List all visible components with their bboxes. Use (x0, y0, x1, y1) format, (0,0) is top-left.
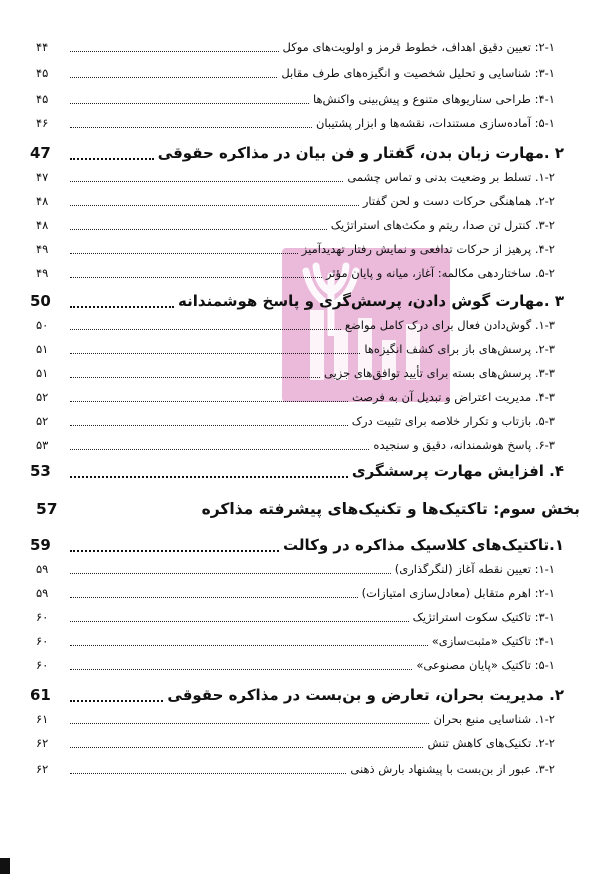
toc-page-number: 53 (30, 462, 51, 480)
toc-entry-title: ۲-۱: تعیین دقیق اهداف، خطوط قرمز و اولویت‌های موکل (282, 40, 555, 54)
toc-entry-row (36, 218, 555, 232)
toc-entry-row (36, 66, 555, 80)
toc-page-number: ۵۳ (36, 438, 49, 452)
toc-entry-row (36, 116, 555, 130)
toc-entry-title: ۴-۲. پرهیز از حرکات تدافعی و نمایش رفتار تهدیدآمیز (301, 242, 555, 256)
toc-entry-title: ۵-۳. بازتاب و تکرار خلاصه برای تثبیت درک (351, 414, 555, 428)
dot-leader (70, 621, 409, 622)
toc-entry-row (36, 170, 555, 184)
toc-entry-title: ۵-۱: آماده‌سازی مستندات، نقشه‌ها و ابزار پشتیبان (315, 116, 555, 130)
toc-entry-title: ۴. افزایش مهارت پرسشگری (351, 462, 564, 480)
dot-leader (70, 645, 428, 646)
toc-page-number: ۵۲ (36, 390, 49, 404)
dot-leader (70, 573, 391, 574)
toc-entry-title: ۲. مدیریت بحران، تعارض و بن‌بست در مذاکره حقوقی (167, 686, 564, 704)
toc-entry-row (36, 92, 555, 106)
dot-leader (70, 277, 322, 278)
toc-page-number: 50 (30, 292, 51, 310)
toc-entry-row (36, 318, 555, 332)
toc-page-number: ۶۰ (36, 634, 49, 648)
toc-entry-row (36, 586, 555, 600)
toc-page-number: ۴۹ (36, 242, 49, 256)
toc-page-number: ۵۱ (36, 366, 49, 380)
dot-leader (70, 597, 358, 598)
toc-entry-row (36, 40, 555, 54)
toc-entry-row (36, 266, 555, 280)
dot-leader (70, 401, 348, 402)
toc-section-row (30, 144, 564, 162)
toc-page-number: ۶۱ (36, 712, 49, 726)
toc-entry-title: ۳-۲. کنترل تن صدا، ریتم و مکث‌های استراتژیک (330, 218, 555, 232)
dot-leader (70, 205, 359, 206)
toc-section-row (30, 462, 564, 480)
toc-entry-title: ۳ .مهارت گوش دادن، پرسش‌گری و پاسخ هوشمندانه (178, 292, 564, 310)
toc-page-number: ۴۸ (36, 218, 49, 232)
toc-page-number: ۶۰ (36, 610, 49, 624)
toc-page-number: ۶۰ (36, 658, 49, 672)
toc-entry-row (36, 414, 555, 428)
toc-entry-row (36, 736, 555, 750)
dot-leader (70, 253, 298, 254)
toc-entry-title: بخش سوم: تاکتیک‌ها و تکنیک‌های پیشرفته مذاکره (201, 500, 580, 518)
toc-page-number: 57 (36, 500, 58, 518)
toc-section-row (30, 536, 564, 554)
toc-page-number: ۶۲ (36, 762, 49, 776)
dot-leader (70, 229, 327, 230)
dot-leader (70, 127, 312, 128)
toc-entry-row (36, 634, 555, 648)
toc-entry-title: ۵-۱: تاکتیک «پایان مصنوعی» (416, 658, 555, 672)
toc-entry-row (36, 438, 555, 452)
toc-entry-title: ۳-۱: تاکتیک سکوت استراتژیک (412, 610, 555, 624)
toc-entry-title: ۱-۳. گوش‌دادن فعال برای درک کامل مواضع (344, 318, 555, 332)
dot-leader (70, 476, 348, 478)
toc-page-number: ۴۷ (36, 170, 49, 184)
toc-entry-title: ۳-۳. پرسش‌های بسته برای تأیید توافق‌های جزیی (323, 366, 555, 380)
dot-leader (70, 723, 429, 724)
toc-entry-title: ۵-۲. ساختاردهی مکالمه: آغاز، میانه و پایان مؤثر (325, 266, 555, 280)
dot-leader (70, 425, 348, 426)
toc-page-number: ۴۵ (36, 66, 49, 80)
toc-entry-row (36, 712, 555, 726)
toc-entry-row (36, 562, 555, 576)
toc-entry-title: ۲ .مهارت زبان بدن، گفتار و فن بیان در مذاکره حقوقی (157, 144, 564, 162)
toc-entry-row (36, 242, 555, 256)
toc-page-number: 59 (30, 536, 51, 554)
dot-leader (70, 700, 163, 702)
toc-page-number: ۴۴ (36, 40, 49, 54)
dot-leader (70, 747, 423, 748)
toc-page-number: ۶۲ (36, 736, 49, 750)
toc-page-number: ۴۶ (36, 116, 49, 130)
toc-entry-title: ۲-۳. پرسش‌های باز برای کشف انگیزه‌ها (364, 342, 555, 356)
toc-entry-row (36, 610, 555, 624)
toc-entry-title: ۴-۱: تاکتیک «مثبت‌سازی» (431, 634, 555, 648)
toc-entry-title: ۲-۲. تکنیک‌های کاهش تنش (427, 736, 555, 750)
toc-entry-row (36, 342, 555, 356)
dot-leader (70, 103, 309, 104)
dot-leader (70, 377, 320, 378)
dot-leader (70, 158, 154, 160)
toc-entry-title: ۱.تاکتیک‌های کلاسیک مذاکره در وکالت (283, 536, 564, 554)
toc-entry-title: ۶-۳. پاسخ هوشمندانه، دقیق و سنجیده (373, 438, 555, 452)
toc-entry-row (36, 762, 555, 776)
toc-page-number: ۵۹ (36, 586, 49, 600)
toc-part-heading (36, 500, 580, 518)
dot-leader (70, 449, 369, 450)
dot-leader (70, 51, 279, 52)
dot-leader (70, 773, 346, 774)
dot-leader (70, 306, 174, 308)
toc-page-number: ۴۸ (36, 194, 49, 208)
dot-leader (70, 550, 279, 552)
page-edge-mark (0, 858, 10, 874)
toc-page-number: ۵۰ (36, 318, 49, 332)
toc-entry-title: ۴-۳. مدیریت اعتراض و تبدیل آن به فرصت (351, 390, 555, 404)
toc-page-number: ۴۵ (36, 92, 49, 106)
dot-leader (70, 353, 360, 354)
dot-leader (70, 329, 341, 330)
toc-section-row (30, 686, 564, 704)
toc-page-number: ۵۱ (36, 342, 49, 356)
toc-entry-row (36, 194, 555, 208)
toc-entry-title: ۱-۲. شناسایی منبع بحران (433, 712, 555, 726)
toc-page-number: 47 (30, 144, 51, 162)
toc-entry-title: ۲-۱: اهرم متقابل (معادل‌سازی امتیازات) (361, 586, 555, 600)
toc-page-number: ۵۲ (36, 414, 49, 428)
toc-page-number: ۴۹ (36, 266, 49, 280)
toc-entry-title: ۳-۲. عبور از بن‌بست با پیشنهاد بارش ذهنی (350, 762, 555, 776)
toc-entry-title: ۲-۲. هماهنگی حرکات دست و لحن گفتار (362, 194, 555, 208)
toc-entry-row (36, 366, 555, 380)
dot-leader (70, 77, 277, 78)
toc-entry-title: ۳-۱: شناسایی و تحلیل شخصیت و انگیزه‌های طرف مقابل (281, 66, 555, 80)
toc-entry-title: ۴-۱: طراحی سناریوهای متنوع و پیش‌بینی واکنش‌ها (312, 92, 555, 106)
toc-page-number: ۵۹ (36, 562, 49, 576)
dot-leader (70, 181, 343, 182)
toc-entry-title: ۱-۲. تسلط بر وضعیت بدنی و تماس چشمی (347, 170, 555, 184)
toc-entry-title: ۱-۱: تعیین نقطه آغاز (لنگرگذاری) (394, 562, 555, 576)
toc-section-row (30, 292, 564, 310)
toc-entry-row (36, 390, 555, 404)
toc-page-number: 61 (30, 686, 51, 704)
toc-entry-row (36, 658, 555, 672)
dot-leader (70, 669, 412, 670)
